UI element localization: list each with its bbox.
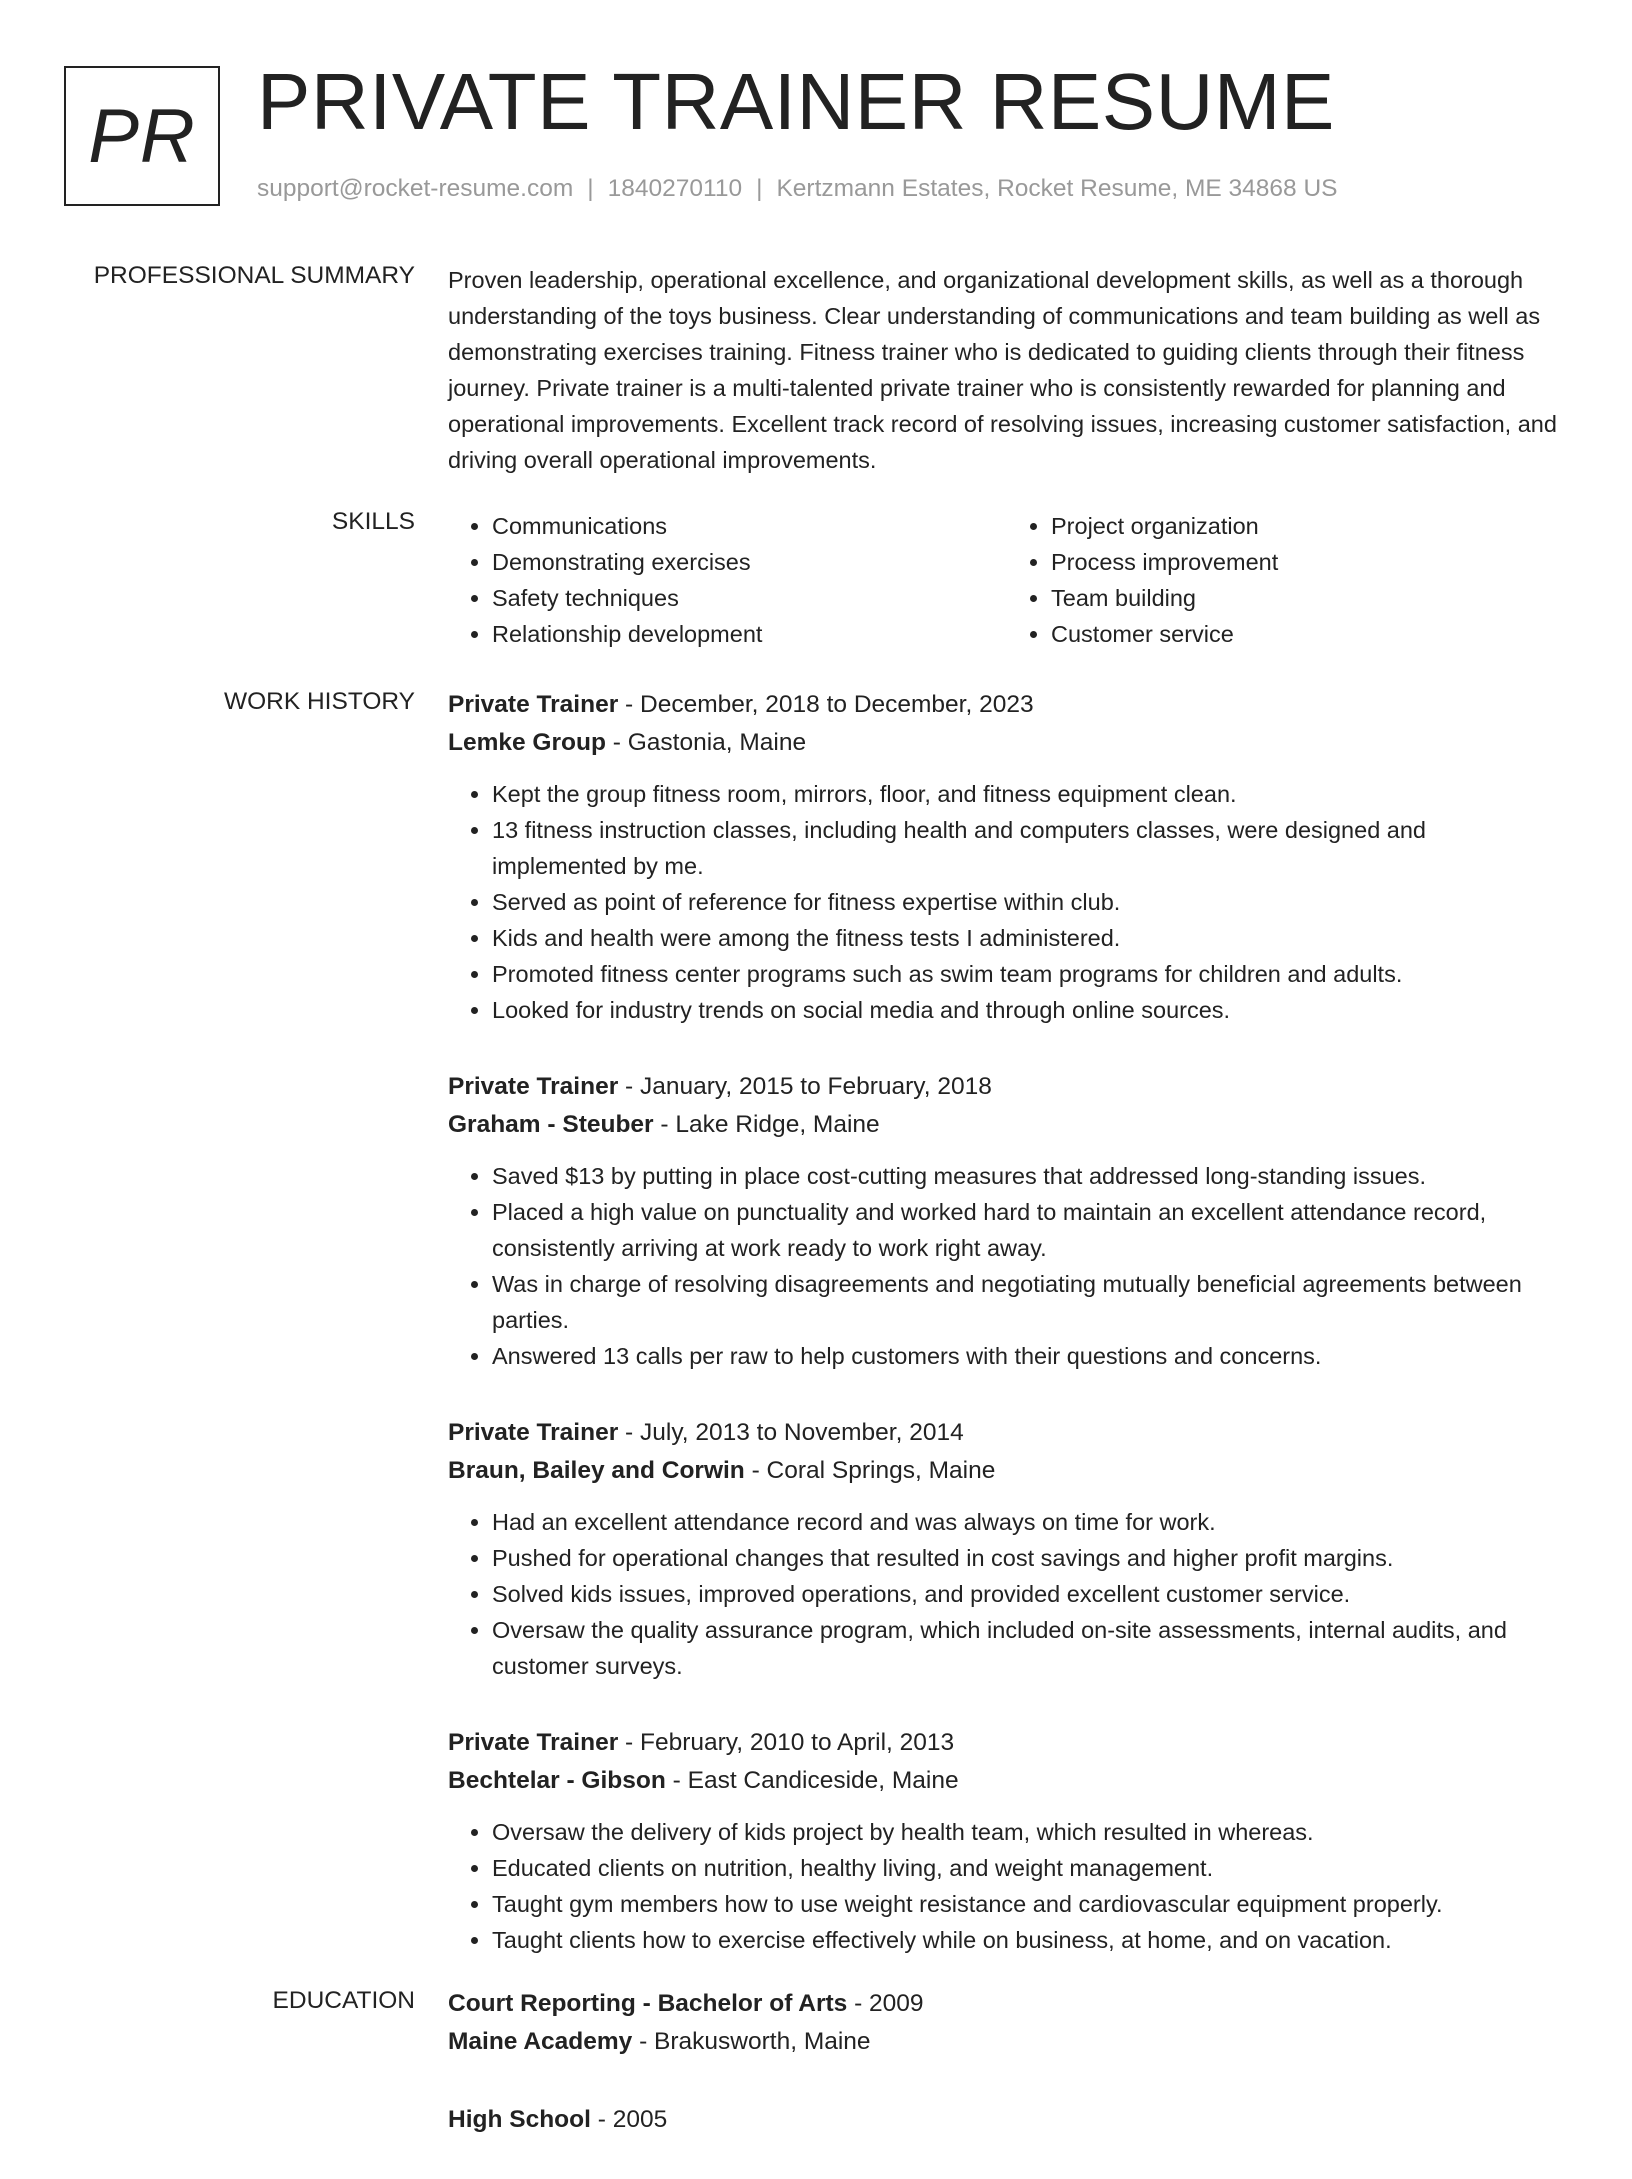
work-history-body	[448, 686, 1566, 1998]
education-body	[448, 1985, 1566, 2179]
job-bullet: • Kids and health were among the fitness tests I administered.	[492, 920, 1566, 956]
contact-phone: 1840270110	[607, 175, 743, 202]
section-heading-summary: PROFESSIONAL SUMMARY	[93, 262, 415, 289]
skills-grid	[448, 508, 1566, 652]
contact-separator: |	[587, 175, 594, 202]
job-location: - East Candiceside, Maine	[665, 1767, 959, 1794]
skill-item: • Customer service	[1051, 616, 1566, 652]
job-bullets	[448, 1158, 1566, 1374]
job-title-line	[448, 1414, 1566, 1452]
job-entry	[448, 686, 1566, 1028]
job-company: Bechtelar - Gibson	[448, 1767, 666, 1794]
job-entry	[448, 1724, 1566, 1958]
summary-text: Proven leadership, operational excellence, and organizational development skills, as well as a thorough understanding of the toys business. Clear understanding of communications and team building as well as demonstrating exercises training. Fitness trainer who is dedicated to guiding clients through their fitness journey. Private trainer is a multi-talented private trainer who is consistently rewarded for planning and operational improvements. Excellent track record of resolving issues, increasing customer satisfaction, and driving overall operational improvements.	[448, 267, 1557, 473]
education-entry	[448, 1985, 1566, 2061]
education-degree: High School	[448, 2106, 591, 2133]
job-company: Lemke Group	[448, 729, 606, 756]
job-location: - Coral Springs, Maine	[744, 1457, 996, 1484]
job-bullet: • Looked for industry trends on social media and through online sources.	[492, 992, 1566, 1028]
job-title: Private Trainer	[448, 1419, 619, 1446]
job-title-line	[448, 1068, 1566, 1106]
job-bullet: • Oversaw the delivery of kids project by health team, which resulted in whereas.	[492, 1814, 1566, 1850]
education-degree: Court Reporting - Bachelor of Arts	[448, 1990, 848, 2017]
job-bullet: • Saved $13 by putting in place cost-cutting measures that addressed long-standing issues.	[492, 1158, 1566, 1194]
job-bullet: • Served as point of reference for fitness expertise within club.	[492, 884, 1566, 920]
job-bullets	[448, 776, 1566, 1028]
skills-list-left	[448, 508, 1007, 652]
job-title: Private Trainer	[448, 1073, 619, 1100]
job-title: Private Trainer	[448, 691, 619, 718]
education-year: - 2009	[847, 1990, 924, 2017]
job-entry	[448, 1068, 1566, 1374]
skill-item: • Safety techniques	[492, 580, 1007, 616]
job-bullet: • Was in charge of resolving disagreements and negotiating mutually beneficial agreements between parties.	[492, 1266, 1566, 1338]
job-bullet: • Answered 13 calls per raw to help customers with their questions and concerns.	[492, 1338, 1566, 1374]
section-heading-work-history: WORK HISTORY	[223, 688, 415, 715]
education-degree-line	[448, 1985, 1566, 2023]
job-bullets	[448, 1814, 1566, 1958]
section-heading-education: EDUCATION	[272, 1987, 415, 2014]
contact-line	[257, 175, 1338, 203]
job-dates: - July, 2013 to November, 2014	[618, 1419, 964, 1446]
job-company-line	[448, 724, 1566, 762]
education-school: Maine Academy	[448, 2028, 633, 2055]
job-bullet: • Kept the group fitness room, mirrors, floor, and fitness equipment clean.	[492, 776, 1566, 812]
job-location: - Gastonia, Maine	[605, 729, 807, 756]
job-bullet: • Pushed for operational changes that resulted in cost savings and higher profit margins.	[492, 1540, 1566, 1576]
job-bullet: • Promoted fitness center programs such as swim team programs for children and adults.	[492, 956, 1566, 992]
contact-address: Kertzmann Estates, Rocket Resume, ME 34868 US	[776, 175, 1338, 202]
monogram-logo: PR	[64, 66, 220, 206]
job-dates: - January, 2015 to February, 2018	[618, 1073, 992, 1100]
summary-body	[448, 262, 1566, 478]
job-bullet: • Oversaw the quality assurance program, which included on-site assessments, internal audits, and customer surveys.	[492, 1612, 1566, 1684]
contact-email: support@rocket-resume.com	[257, 175, 574, 202]
job-title-line	[448, 686, 1566, 724]
job-dates: - December, 2018 to December, 2023	[618, 691, 1034, 718]
education-year: - 2005	[590, 2106, 668, 2133]
job-bullet: • Educated clients on nutrition, healthy living, and weight management.	[492, 1850, 1566, 1886]
page-title: PRIVATE TRAINER RESUME	[257, 57, 1335, 146]
job-dates: - February, 2010 to April, 2013	[618, 1729, 955, 1756]
skill-item: • Team building	[1051, 580, 1566, 616]
job-title-line	[448, 1724, 1566, 1762]
skill-item: • Process improvement	[1051, 544, 1566, 580]
skills-body	[448, 508, 1566, 652]
job-company-line	[448, 1762, 1566, 1800]
skill-item: • Demonstrating exercises	[492, 544, 1007, 580]
job-bullet: • Placed a high value on punctuality and worked hard to maintain an excellent attendance record, consistently arriving at work ready to work right away.	[492, 1194, 1566, 1266]
job-bullet: • Had an excellent attendance record and was always on time for work.	[492, 1504, 1566, 1540]
education-degree-line	[448, 2101, 1566, 2139]
skill-item: • Communications	[492, 508, 1007, 544]
contact-separator: |	[756, 175, 763, 202]
skill-item: • Project organization	[1051, 508, 1566, 544]
job-bullet: • Taught clients how to exercise effectively while on business, at home, and on vacation.	[492, 1922, 1566, 1958]
education-school-line	[448, 2023, 1566, 2061]
section-heading-skills: SKILLS	[331, 508, 415, 535]
job-company-line	[448, 1106, 1566, 1144]
job-bullet: • 13 fitness instruction classes, including health and computers classes, were designed and implemented by me.	[492, 812, 1566, 884]
job-bullet: • Taught gym members how to use weight resistance and cardiovascular equipment properly.	[492, 1886, 1566, 1922]
job-entry	[448, 1414, 1566, 1684]
job-location: - Lake Ridge, Maine	[653, 1111, 880, 1138]
job-company: Braun, Bailey and Corwin	[448, 1457, 745, 1484]
job-bullet: • Solved kids issues, improved operations, and provided excellent customer service.	[492, 1576, 1566, 1612]
job-company: Graham - Steuber	[448, 1111, 654, 1138]
job-bullets	[448, 1504, 1566, 1684]
skill-item: • Relationship development	[492, 616, 1007, 652]
job-title: Private Trainer	[448, 1729, 619, 1756]
skills-list-right	[1007, 508, 1566, 652]
education-entry	[448, 2101, 1566, 2139]
education-location: - Brakusworth, Maine	[632, 2028, 871, 2055]
job-company-line	[448, 1452, 1566, 1490]
